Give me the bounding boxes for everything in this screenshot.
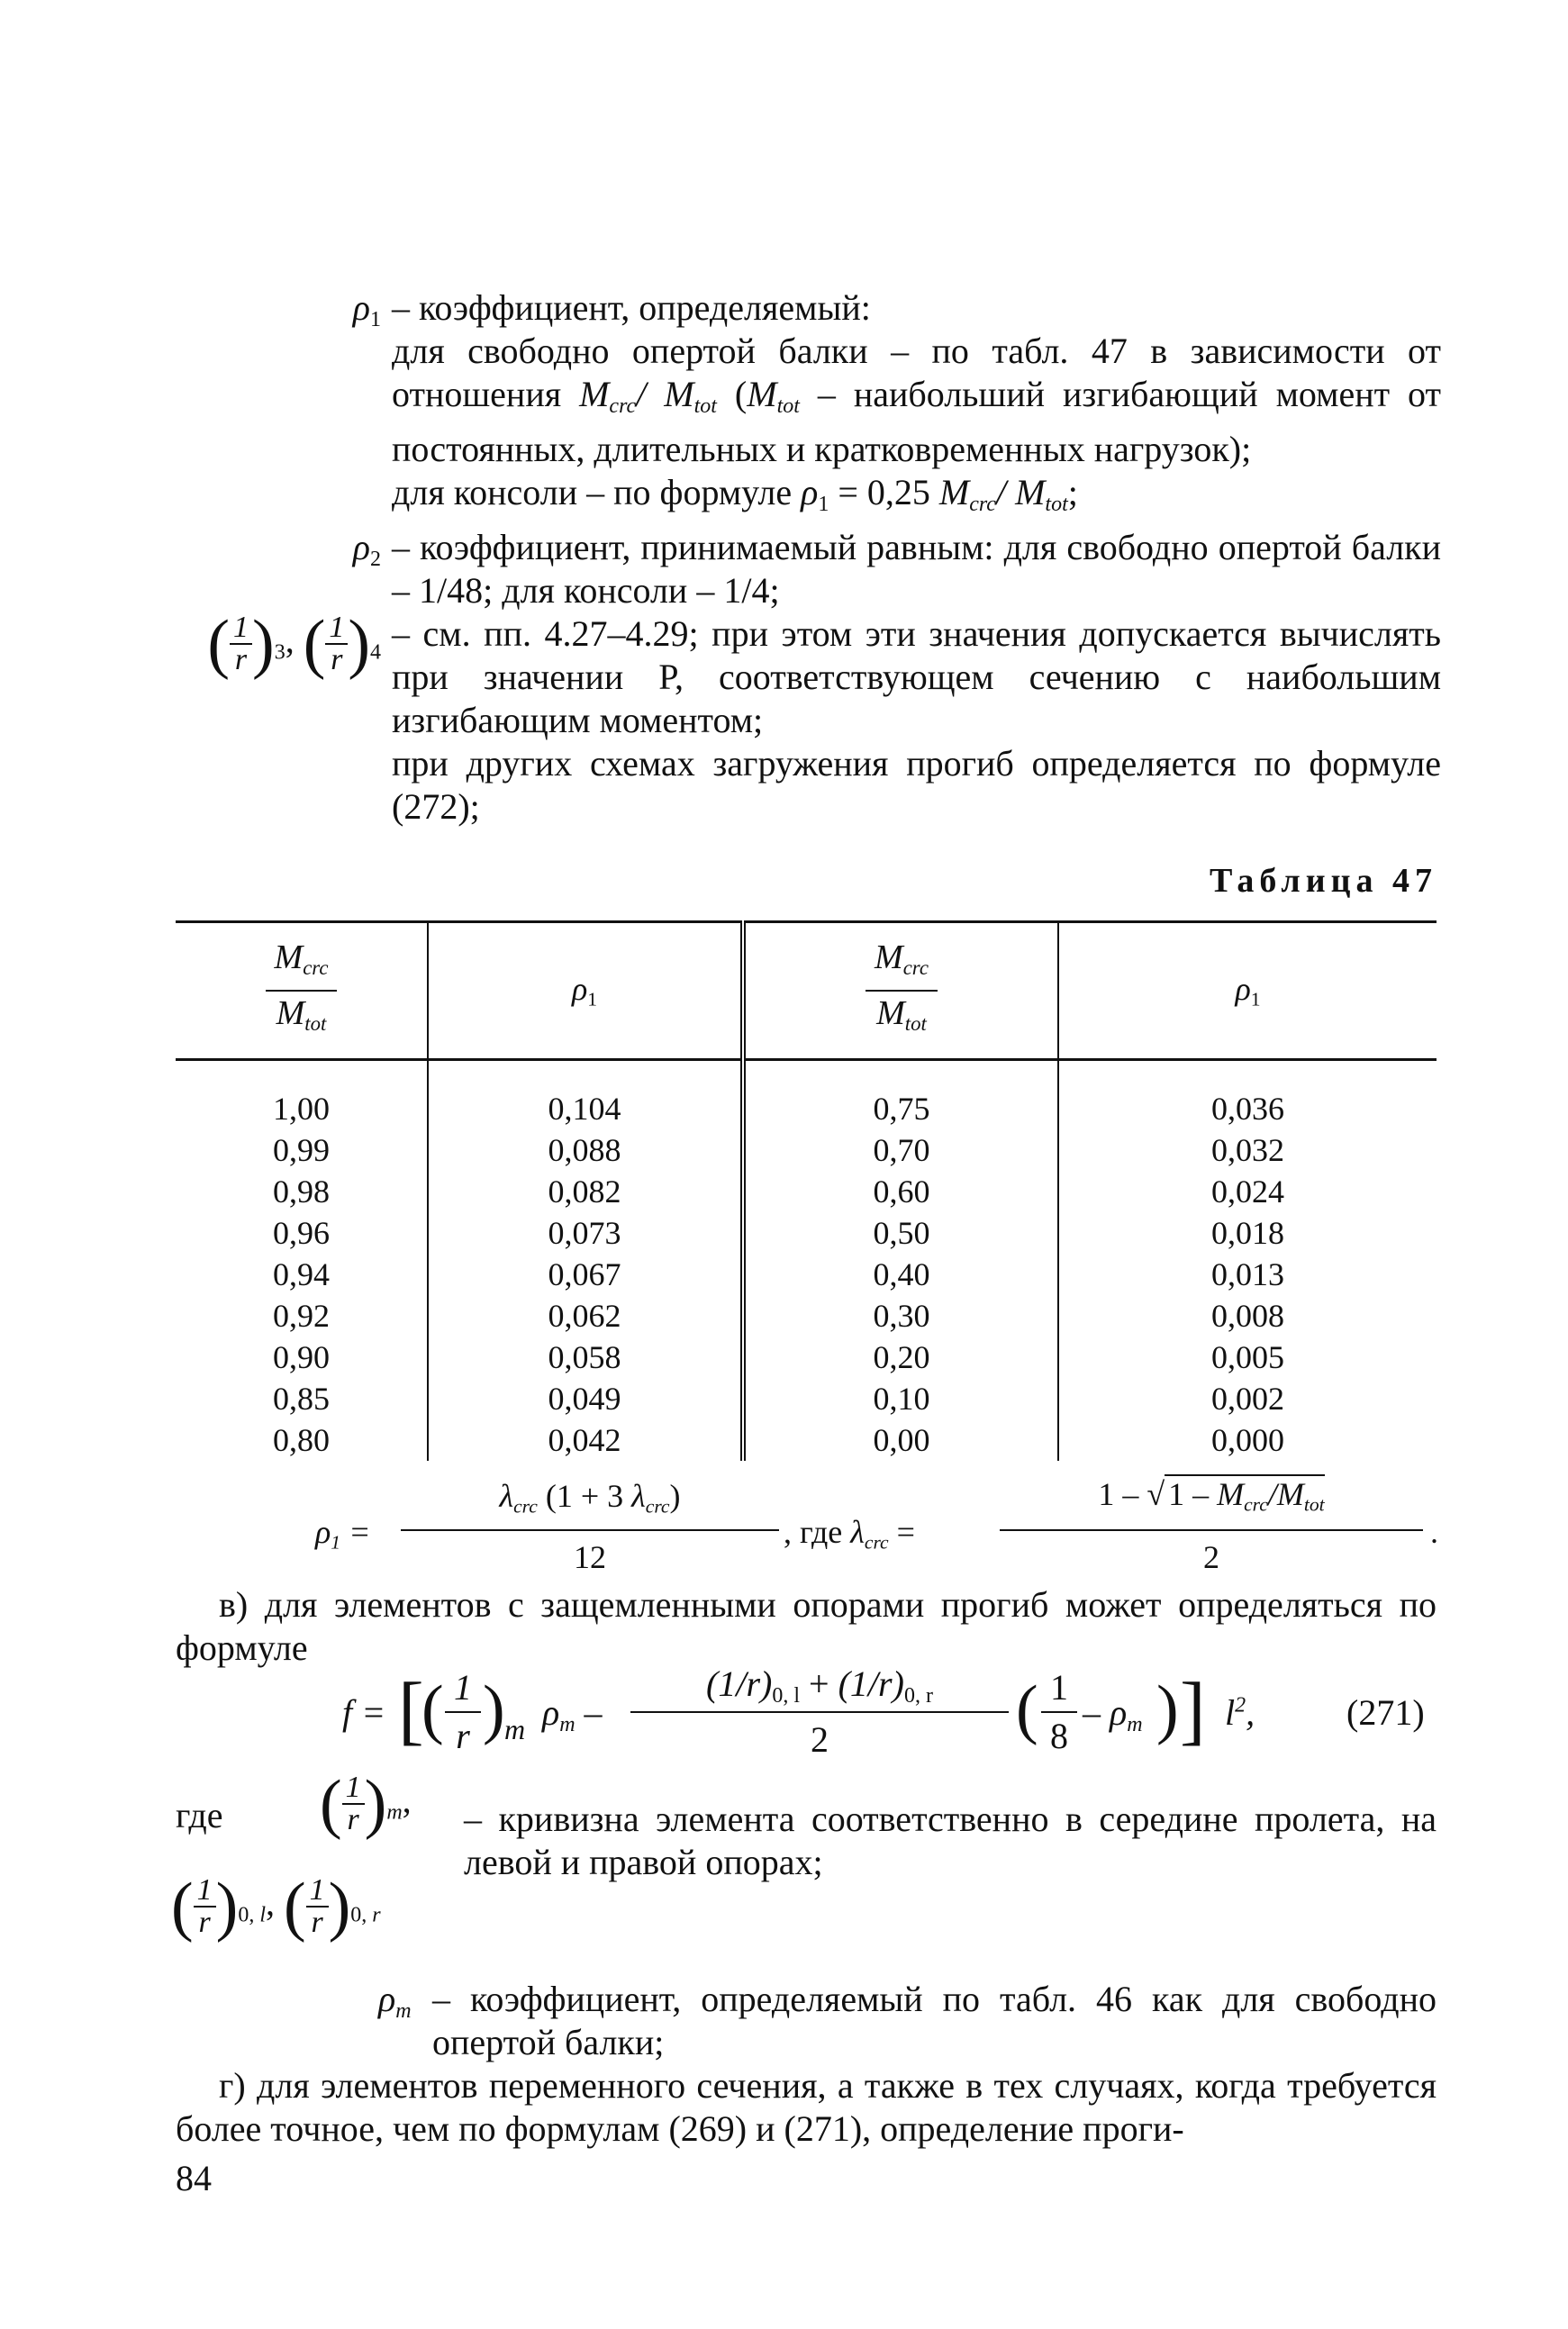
def-rho1: [135, 286, 1441, 526]
table-caption: Таблица 47: [1209, 862, 1437, 900]
rhom-symbol: $\rho_m$: [378, 1979, 412, 2024]
table-cell: 0,058: [428, 1337, 743, 1378]
table-row: [176, 1060, 1437, 1130]
rho1-numerator: $\lambda_{crc}$ (1 + 3 $\lambda_{crc}$): [499, 1478, 681, 1518]
def-curvature-3-4: [135, 607, 1441, 742]
curvature-m-symbol: ( $\frac{1}{r}$ )$_m$,: [320, 1767, 412, 1841]
table-cell: 1,00: [176, 1060, 428, 1130]
table-cell: 0,20: [743, 1337, 1058, 1378]
table-cell: 0,80: [176, 1419, 428, 1461]
table-cell: 0,94: [176, 1254, 428, 1295]
rhom-text: – коэффициент, определяемый по табл. 46 как для свободно опертой балки;: [432, 1979, 1437, 2062]
equation-number: (271): [1346, 1692, 1425, 1733]
table-cell: 0,98: [176, 1171, 428, 1212]
table-cell: 0,062: [428, 1295, 743, 1337]
rho1-line1: – коэффициент, определяемый:: [392, 287, 871, 328]
definitions-block: [135, 286, 1441, 829]
table-row: [176, 1212, 1437, 1254]
rho1-symbol: $\rho_1$: [352, 287, 381, 332]
table-cell: 0,70: [743, 1129, 1058, 1171]
table-cell: 0,40: [743, 1254, 1058, 1295]
curvature-text: – см. пп. 4.27–4.29; при этом эти значения допускается вычислять при значении P, соответствующем сечению с наибольшим изгибающим моментом;: [392, 613, 1441, 741]
table-cell: 0,049: [428, 1378, 743, 1419]
rho2-symbol: $\rho_2$: [352, 527, 381, 572]
paragraph-v: в) для элементов с защемленными опорами прогиб может определяться по формуле: [176, 1584, 1437, 1668]
table-row: [176, 1337, 1437, 1378]
table-row: [176, 1419, 1437, 1461]
rho1-line2: для свободно опертой балки – по табл. 47 в зависимости от отношения $M_{crc}/$ $M_{tot}$ ($M_{tot}$ – наибольший изгибающий момент от постоянных, длительных и кратковременных нагрузок);: [392, 331, 1442, 470]
f-mid-denominator: 2: [811, 1719, 829, 1760]
curvature-symbols: ( $\frac{1}{r}$ )$_3$, ( $\frac{1}{r}$ )$_4$: [207, 607, 381, 682]
table-cell: 0,90: [176, 1337, 428, 1378]
other-schemes-text: при других схемах загружения прогиб определяется по формуле (272);: [392, 743, 1441, 828]
table-cell: 0,92: [176, 1295, 428, 1337]
table-cell: 0,99: [176, 1129, 428, 1171]
table-cell: 0,024: [1211, 1174, 1284, 1210]
table-cell: 0,088: [428, 1129, 743, 1171]
table-row: [176, 1129, 1437, 1171]
table-row: [176, 1171, 1437, 1212]
other-schemes: [135, 742, 1441, 829]
formula-271: f = [ ( 1 r ) m $\rho_m$ – $(1/r)_{0, l} + (1/r)_{0, r}$ 2 ( 1 8 – $\rho_m$ ) ] $l^2$, (271): [342, 1663, 1425, 1760]
table-cell: 0,00: [743, 1419, 1058, 1461]
table-cell: 0,013: [1211, 1256, 1284, 1292]
header-mcrc-mtot-right: $\frac{M_{crc}}{M_{tot}}$: [743, 922, 1058, 1060]
page-number: 84: [176, 2158, 212, 2198]
table-cell: 0,30: [743, 1295, 1058, 1337]
table-row: [176, 1254, 1437, 1295]
table-cell: 0,104: [428, 1060, 743, 1130]
table-cell: 0,85: [176, 1378, 428, 1419]
lambda-numerator: 1 – √ $1 - M_{crc}/M_{tot}$: [1098, 1476, 1325, 1516]
header-rho1-right: $\rho_1$: [1058, 922, 1437, 1060]
table-row: [176, 1295, 1437, 1337]
table-cell: 0,96: [176, 1212, 428, 1254]
table-cell: 0,50: [743, 1212, 1058, 1254]
formula-rho1: $\rho_1$ = $\lambda_{crc}$ (1 + 3 $\lambda_{crc}$) 12 , где $\lambda_{crc}$ = 1 – √ $1 - M_{crc}/M_{tot}$ 2 .: [315, 1476, 1438, 1575]
table-cell: 0,000: [1211, 1422, 1284, 1458]
header-mcrc-mtot-left: $\frac{M_{crc}}{M_{tot}}$: [176, 922, 428, 1060]
table-row: [176, 1378, 1437, 1419]
rho1-line3: для консоли – по формуле $\rho_1 = 0,25$ $M_{crc}/$ $M_{tot}$;: [392, 472, 1078, 517]
table-cell: 0,002: [1211, 1381, 1284, 1417]
table-cell: 0,042: [428, 1419, 743, 1461]
table-47: [176, 920, 1437, 1461]
rho2-text: – коэффициент, принимаемый равным: для свободно опертой балки – 1/48; для консоли – 1/4;: [392, 527, 1441, 612]
table-cell: 0,036: [1211, 1091, 1284, 1127]
table-cell: 0,10: [743, 1378, 1058, 1419]
table-cell: 0,018: [1211, 1215, 1284, 1251]
table-cell: 0,008: [1211, 1298, 1284, 1334]
table-cell: 0,60: [743, 1171, 1058, 1212]
table-cell: 0,073: [428, 1212, 743, 1254]
lambda-denominator: 2: [1203, 1539, 1219, 1575]
curvature-m-text: – кривизна элемента соответственно в середине пролета, на левой и правой опорах;: [464, 1799, 1437, 1882]
where-label: где: [176, 1795, 223, 1835]
table-cell: 0,75: [743, 1060, 1058, 1130]
table-header-row: [176, 922, 1437, 1060]
rho1-denominator: 12: [574, 1539, 606, 1575]
table-cell: 0,005: [1211, 1339, 1284, 1375]
table-cell: 0,082: [428, 1171, 743, 1212]
header-rho1-left: $\rho_1$: [428, 922, 743, 1060]
table-cell: 0,032: [1211, 1132, 1284, 1168]
table-cell: 0,067: [428, 1254, 743, 1295]
curvature-0-symbols: ( $\frac{1}{r}$ )$_{0, l}$, ( $\frac{1}{r}$ )$_{0, r}$: [171, 1870, 381, 1944]
def-rho2: [135, 526, 1441, 612]
f-mid-numerator: $(1/r)_{0, l} + (1/r)_{0, r}$: [706, 1663, 933, 1708]
paragraph-g: г) для элементов переменного сечения, а также в тех случаях, когда требуется более точное, чем по формулам (269) и (271), определение проги-: [176, 2065, 1437, 2149]
